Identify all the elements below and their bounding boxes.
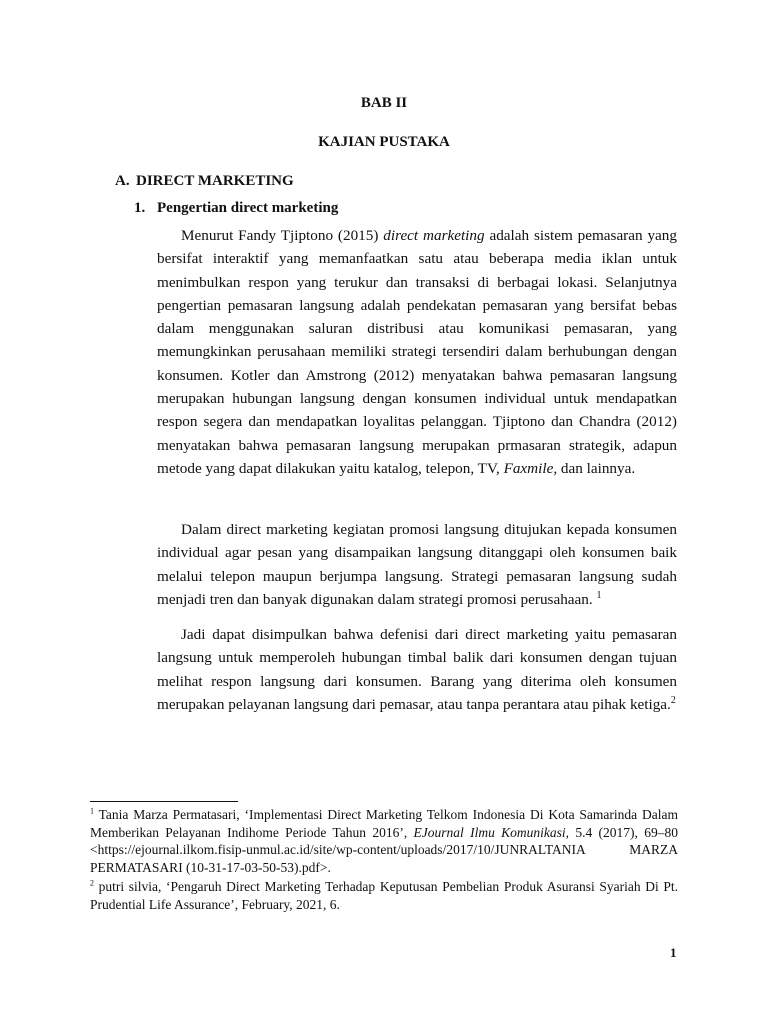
chapter-title: KAJIAN PUSTAKA: [318, 134, 450, 150]
subsection-label: 1.: [134, 200, 146, 216]
subsection-title: Pengertian direct marketing: [157, 200, 339, 216]
chapter-number: BAB II: [360, 95, 408, 111]
footnote-ref-2[interactable]: 2: [670, 694, 676, 706]
footnote-ref-1[interactable]: 1: [596, 589, 602, 601]
page-number: 1: [670, 945, 677, 960]
paragraph-1: Menurut Fandy Tjiptono (2015) direct marketing adalah sistem pemasaran yang bersifat interaktif yang memanfaatkan satu atau beberapa media iklan untuk menimbulkan respon yang terukur dan transaksi di berbagai lokasi. Selanjutnya pengertian pemasaran langsung adalah pendekatan pemasaran yang bersifat bebas dalam menggunakan saluran distribusi atau komunikasi pemasaran, yang memungkinkan perusahaan memiliki strategi tersendiri dalam berhubungan dengan konsumen. Kotler dan Amstrong (2012) menyatakan bahwa pemasaran langsung merupakan hubungan langsung dengan konsumen individual untuk mendapatkan respon segera dan mendapatkan loyalitas pelanggan. Tjiptono dan Chandra (2012) menyatakan bahwa pemasaran langsung merupakan prmasaran strategik, adapun metode yang dapat dilakukan yaitu katalog, telepon, TV, Faxmile, dan lainnya.: [157, 227, 677, 477]
paragraph-3: Jadi dapat disimpulkan bahwa defenisi dari direct marketing yaitu pemasaran langsung untuk memperoleh hubungan timbal balik dari konsumen dengan tujuan melihat respon langsung dari konsumen. Barang yang diterima oleh konsumen merupakan pelayanan langsung dari pemasar, atau tanpa perantara atau pihak ketiga.$^2$: [157, 626, 677, 713]
paragraph-2: Dalam direct marketing kegiatan promosi langsung ditujukan kepada konsumen individual agar pesan yang disampaikan langsung ditanggapi oleh konsumen baik melalui telepon maupun berjumpa langsung. Strategi pemasaran langsung sudah menjadi tren dan banyak digunakan dalam strategi promosi perusahaan. $^1$: [157, 521, 677, 608]
footnote-1: $^1$ Tania Marza Permatasari, ‘Implementasi Direct Marketing Telkom Indonesia Di Kota Samarinda Dalam Memberikan Pelayanan Indihome Periode Tahun 2016’, EJournal Ilmu Komunikasi, 5.4 (2017), 69–80 <https://ejournal.ilkom.fisip-unmul.ac.id/site/wp-content/uploads/2017/10/JUNRALTANIA MARZA PERMATASARI (10-31-17-03-50-53).pdf>.: [90, 806, 678, 875]
footnote-2: $^2$ putri silvia, ‘Pengaruh Direct Marketing Terhadap Keputusan Pembelian Produk Asuransi Syariah Di Pt. Prudential Life Assurance’, February, 2021, 6.: [90, 878, 678, 912]
footnote-separator: [90, 801, 238, 802]
section-title: DIRECT MARKETING: [136, 173, 294, 189]
section-label: A.: [115, 173, 130, 189]
